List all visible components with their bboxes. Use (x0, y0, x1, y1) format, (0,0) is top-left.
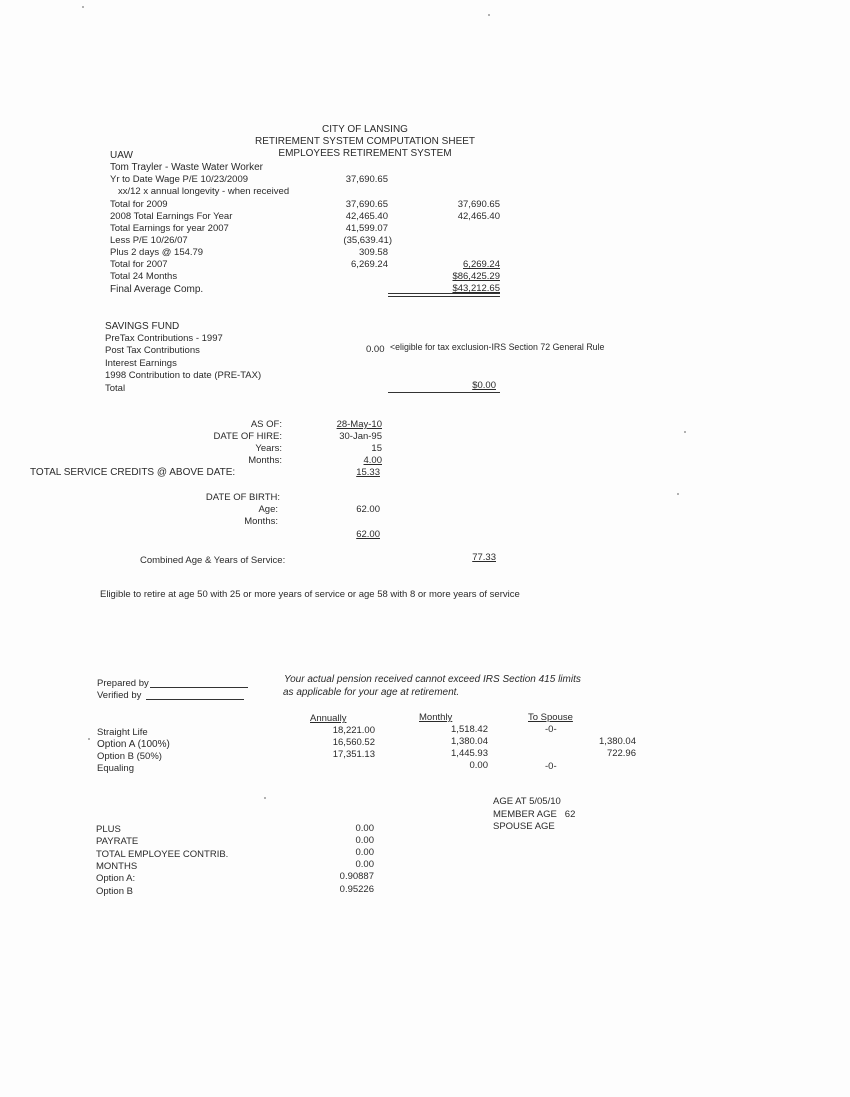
header-title: RETIREMENT SYSTEM COMPUTATION SHEET (255, 136, 476, 147)
earnings-row-col1: 309.58 (358, 247, 388, 258)
combined-value: 77.33 (472, 552, 496, 563)
service-credits-value: 15.33 (356, 467, 380, 478)
option-annually: 16,560.52 (332, 737, 375, 748)
hire-value: 30-Jan-95 (339, 431, 382, 442)
service-credits-label: TOTAL SERVICE CREDITS @ ABOVE DATE: (30, 467, 236, 478)
verified-by-line[interactable] (146, 699, 244, 700)
option-spouse: 722.96 (606, 748, 636, 759)
option-monthly: 1,518.42 (451, 724, 488, 735)
earnings-row-col1: 41,599.07 (345, 223, 388, 234)
factor-label: TOTAL EMPLOYEE CONTRIB. (96, 849, 229, 860)
scan-speck (488, 14, 490, 16)
age-at-label: AGE AT 5/05/10 (493, 796, 561, 807)
option-monthly: 0.00 (469, 760, 488, 771)
earnings-row-col2: 42,465.40 (457, 211, 500, 222)
earnings-row-col1: 6,269.24 (351, 259, 388, 270)
earnings-row-col1: 42,465.40 (345, 211, 388, 222)
earnings-row-label: Total for 2007 (110, 259, 168, 270)
option-label: Straight Life (97, 727, 148, 738)
as-of-label: AS OF: (250, 419, 282, 430)
factor-label: Option B (96, 886, 133, 897)
factor-value: 0.00 (355, 823, 374, 834)
earnings-row-col1: 37,690.65 (345, 199, 388, 210)
factor-label: PAYRATE (96, 836, 139, 847)
longevity-label: xx/12 x annual longevity - when received (118, 186, 290, 197)
option-spouse: 1,380.04 (599, 736, 636, 747)
earnings-row-col1: (35,639.41) (343, 235, 392, 246)
age-months-label: Months: (244, 516, 278, 527)
scan-speck (88, 738, 90, 740)
dob-label: DATE OF BIRTH: (205, 492, 280, 503)
pretax-label: PreTax Contributions - 1997 (105, 333, 223, 344)
monthly-header: Monthly (419, 712, 453, 723)
earnings-row-col2: 6,269.24 (463, 259, 500, 270)
age-label: Age: (258, 504, 278, 515)
option-label: Option B (50%) (97, 751, 162, 762)
factor-value: 0.00 (355, 847, 374, 858)
factor-label: MONTHS (96, 861, 138, 872)
option-spouse: -0- (545, 761, 557, 772)
scan-speck (82, 6, 84, 8)
eligibility-note: Eligible to retire at age 50 with 25 or more years of service or age 58 with 8 or more years of service (100, 589, 520, 600)
months-label: Months: (248, 455, 282, 466)
factor-value: 0.00 (355, 859, 374, 870)
option-label: Equaling (97, 763, 134, 774)
option-annually: 18,221.00 (332, 725, 375, 736)
scan-speck (684, 431, 686, 433)
double-underline (388, 293, 500, 297)
spouse-age-label: SPOUSE AGE (493, 821, 555, 832)
final-average-label: Final Average Comp. (110, 284, 204, 295)
option-spouse: -0- (545, 724, 557, 735)
prepared-by-line[interactable] (150, 687, 248, 688)
as-of-value: 28-May-10 (336, 419, 382, 430)
irs-limit-note-2: as applicable for your age at retirement. (283, 687, 460, 698)
factor-value: 0.90887 (339, 871, 374, 882)
years-value: 15 (371, 443, 382, 454)
earnings-row-label: Total for 2009 (110, 199, 168, 210)
combined-label: Combined Age & Years of Service: (140, 555, 286, 566)
final-average-value: $43,212.65 (452, 283, 500, 294)
total-24-months-value: $86,425.29 (452, 271, 500, 282)
months-value: 4.00 (363, 455, 382, 466)
ytd-label: Yr to Date Wage P/E 10/23/2009 (110, 174, 249, 185)
annually-header: Annually (310, 713, 347, 724)
interest-label: Interest Earnings (105, 358, 177, 369)
option-annually: 17,351.13 (332, 749, 375, 760)
employee-name: Tom Trayler - Waste Water Worker (110, 162, 263, 173)
factor-value: 0.00 (355, 835, 374, 846)
option-label: Option A (100%) (97, 739, 170, 750)
header-subtitle: EMPLOYEES RETIREMENT SYSTEM (278, 148, 452, 159)
earnings-row-label: Plus 2 days @ 154.79 (110, 247, 204, 258)
age-total-value: 62.00 (356, 529, 380, 540)
spouse-header: To Spouse (528, 712, 573, 723)
option-monthly: 1,380.04 (451, 736, 488, 747)
factor-label: PLUS (96, 824, 121, 835)
savings-total-label: Total (105, 383, 126, 394)
factor-value: 0.95226 (339, 884, 374, 895)
factor-label: Option A: (96, 873, 136, 884)
union-label: UAW (110, 150, 133, 161)
posttax-value: 0.00 (366, 344, 385, 355)
scan-speck (264, 797, 266, 799)
age-value: 62.00 (356, 504, 380, 515)
earnings-row-col2: 37,690.65 (457, 199, 500, 210)
contrib-1998-label: 1998 Contribution to date (PRE-TAX) (105, 370, 262, 381)
years-label: Years: (255, 443, 282, 454)
posttax-note: <eligible for tax exclusion-IRS Section 72 General Rule (390, 342, 605, 352)
irs-limit-note: Your actual pension received cannot exceed IRS Section 415 limits (284, 674, 581, 685)
hire-label: DATE OF HIRE: (213, 431, 282, 442)
total-rule (388, 392, 500, 393)
scan-speck (677, 493, 679, 495)
earnings-row-label: Less P/E 10/26/07 (110, 235, 188, 246)
verified-by-label: Verified by (97, 690, 142, 701)
ytd-value: 37,690.65 (345, 174, 388, 185)
option-monthly: 1,445.93 (451, 748, 488, 759)
prepared-by-label: Prepared by (97, 678, 149, 689)
savings-total-value: $0.00 (472, 380, 496, 391)
header-city: CITY OF LANSING (322, 124, 408, 135)
earnings-row-label: Total 24 Months (110, 271, 178, 282)
savings-title: SAVINGS FUND (105, 321, 180, 332)
earnings-row-label: 2008 Total Earnings For Year (110, 211, 233, 222)
earnings-row-label: Total Earnings for year 2007 (110, 223, 229, 234)
member-age-label: MEMBER AGE 62 (493, 809, 576, 820)
posttax-label: Post Tax Contributions (105, 345, 200, 356)
